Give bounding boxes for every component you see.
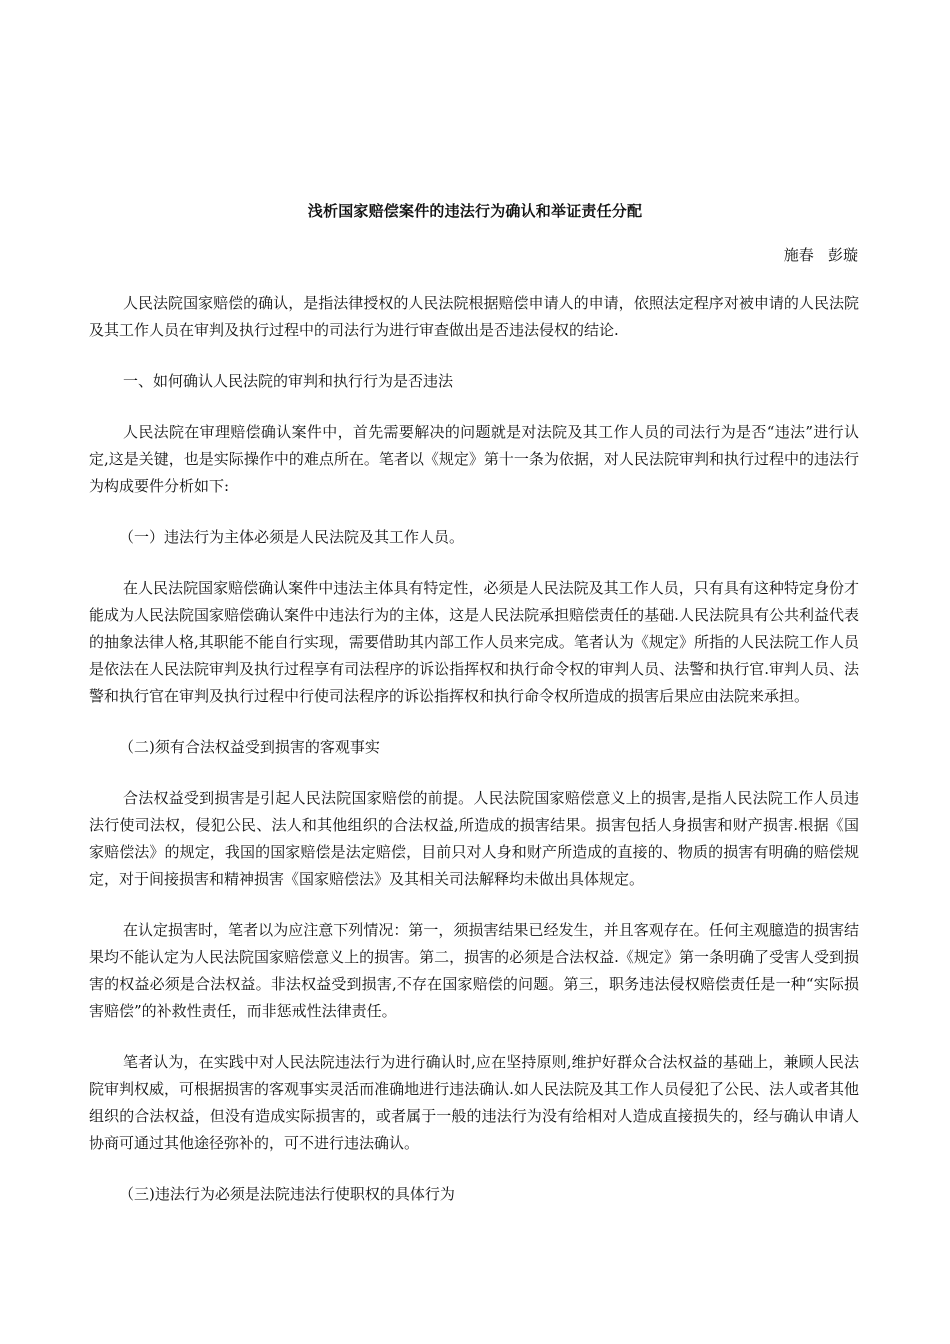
section-heading: 一、如何确认人民法院的审判和执行行为是否违法 [123, 372, 454, 390]
body-paragraph: 在认定损害时，笔者以为应注意下列情况：第一，须损害结果已经发生，并且客观存在。任何主观臆造的损害结果均不能认定为人民法院国家赔偿意义上的损害。第二，损害的必须是合法权益.《规定》第一条明确了受害人受到损害的权益必须是合法权益。非法权益受到损害,不存在国家赔偿的问题。第三，职务违法侵权赔偿责任是一种“实际损害赔偿”的补救性责任，而非惩戒性法律责任。 [89, 921, 859, 1020]
document-title: 浅析国家赔偿案件的违法行为确认和举证责任分配 [307, 202, 643, 220]
section-heading: （三)违法行为必须是法院违法行使职权的具体行为 [119, 1185, 455, 1203]
body-paragraph: 在人民法院国家赔偿确认案件中违法主体具有特定性，必须是人民法院及其工作人员，只有具有这种特定身份才能成为人民法院国家赔偿确认案件中违法行为的主体，这是人民法院承担赔偿责任的基础.人民法院具有公共利益代表的抽象法律人格,其职能不能自行实现，需要借助其内部工作人员来完成。笔者认为《规定》所指的人民法院工作人员是依法在人民法院审判及执行过程享有司法程序的诉讼指挥权和执行命令权的审判人员、法警和执行官.审判人员、法警和执行官在审判及执行过程中行使司法程序的诉讼指挥权和执行命令权所造成的损害后果应由法院来承担。 [89, 579, 859, 705]
body-paragraph: 人民法院在审理赔偿确认案件中，首先需要解决的问题就是对法院及其工作人员的司法行为是否“违法”进行认定,这是关键，也是实际操作中的难点所在。笔者以《规定》第十一条为依据，对人民法院审判和执行过程中的违法行为构成要件分析如下: [89, 423, 859, 495]
document-body [89, 290, 859, 1232]
section-heading: （二)须有合法权益受到损害的客观事实 [119, 738, 380, 756]
document-authors: 施春 彭璇 [783, 246, 858, 264]
body-paragraph: 合法权益受到损害是引起人民法院国家赔偿的前提。人民法院国家赔偿意义上的损害,是指人民法院工作人员违法行使司法权，侵犯公民、法人和其他组织的合法权益,所造成的损害结果。损害包括人身损害和财产损害.根据《国家赔偿法》的规定，我国的国家赔偿是法定赔偿，目前只对人身和财产所造成的直接的、物质的损害有明确的赔偿规定，对于间接损害和精神损害《国家赔偿法》及其相关司法解释均未做出具体规定。 [89, 789, 859, 888]
body-paragraph: 笔者认为，在实践中对人民法院违法行为进行确认时,应在坚持原则,维护好群众合法权益的基础上，兼顾人民法院审判权威，可根据损害的客观事实灵活而准确地进行违法确认.如人民法院及其工作人员侵犯了公民、法人或者其他组织的合法权益，但没有造成实际损害的，或者属于一般的违法行为没有给相对人造成直接损失的，经与确认申请人协商可通过其他途径弥补的，可不进行违法确认。 [89, 1053, 859, 1152]
section-heading: （一）违法行为主体必须是人民法院及其工作人员。 [119, 528, 465, 546]
body-paragraph: 人民法院国家赔偿的确认，是指法律授权的人民法院根据赔偿申请人的申请，依照法定程序对被申请的人民法院及其工作人员在审判及执行过程中的司法行为进行审查做出是否违法侵权的结论. [89, 294, 859, 339]
